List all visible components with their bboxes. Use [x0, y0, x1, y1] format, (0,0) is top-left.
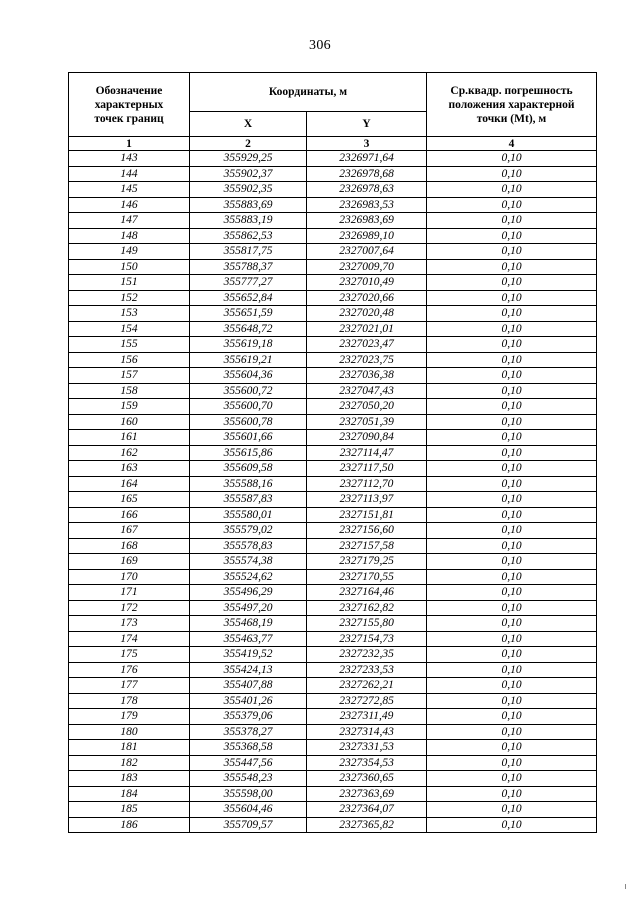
accuracy-cell: 0,10 [427, 647, 597, 663]
x-coordinate-cell: 355604,46 [190, 802, 307, 818]
table-row [69, 321, 597, 337]
accuracy-cell: 0,10 [427, 554, 597, 570]
table-row [69, 151, 597, 167]
table-row [69, 585, 597, 601]
table-row [69, 461, 597, 477]
point-designation-header: Обозначение характерных точек границ [69, 73, 190, 137]
x-coordinate-cell: 355468,19 [190, 616, 307, 632]
point-id-cell: 184 [69, 786, 190, 802]
point-id-cell: 166 [69, 507, 190, 523]
y-coordinate-cell: 2326971,64 [307, 151, 427, 167]
table-header [69, 73, 597, 151]
y-coordinate-cell: 2327023,47 [307, 337, 427, 353]
table-row [69, 290, 597, 306]
point-id-cell: 163 [69, 461, 190, 477]
y-coordinate-cell: 2326978,68 [307, 166, 427, 182]
accuracy-cell: 0,10 [427, 166, 597, 182]
point-id-cell: 171 [69, 585, 190, 601]
point-id-cell: 175 [69, 647, 190, 663]
coordinates-header: Координаты, м [190, 73, 427, 112]
y-coordinate-cell: 2327272,85 [307, 693, 427, 709]
table-row [69, 492, 597, 508]
y-coordinate-cell: 2327233,53 [307, 662, 427, 678]
y-coordinate-cell: 2327050,20 [307, 399, 427, 415]
point-id-cell: 145 [69, 182, 190, 198]
accuracy-header: Ср.квадр. погрешность положения характерной точки (Mt), м [427, 73, 597, 137]
x-coordinate-cell: 355496,29 [190, 585, 307, 601]
accuracy-cell: 0,10 [427, 461, 597, 477]
table-row [69, 554, 597, 570]
accuracy-cell: 0,10 [427, 538, 597, 554]
x-coordinate-cell: 355497,20 [190, 600, 307, 616]
table-row [69, 430, 597, 446]
x-coordinate-cell: 355368,58 [190, 740, 307, 756]
table-row [69, 228, 597, 244]
x-coordinate-cell: 355709,57 [190, 817, 307, 833]
x-coordinate-cell: 355601,66 [190, 430, 307, 446]
accuracy-cell: 0,10 [427, 352, 597, 368]
x-coordinate-cell: 355379,06 [190, 709, 307, 725]
y-coordinate-cell: 2327020,66 [307, 290, 427, 306]
x-coordinate-cell: 355600,70 [190, 399, 307, 415]
y-coordinate-cell: 2327154,73 [307, 631, 427, 647]
point-id-cell: 178 [69, 693, 190, 709]
scan-mark [625, 884, 626, 889]
table-row [69, 616, 597, 632]
table-row [69, 197, 597, 213]
y-coordinate-cell: 2327020,48 [307, 306, 427, 322]
x-coordinate-cell: 355883,19 [190, 213, 307, 229]
point-id-cell: 164 [69, 476, 190, 492]
y-coordinate-cell: 2327009,70 [307, 259, 427, 275]
table-row [69, 802, 597, 818]
y-coordinate-cell: 2326989,10 [307, 228, 427, 244]
accuracy-cell: 0,10 [427, 476, 597, 492]
point-id-cell: 174 [69, 631, 190, 647]
x-coordinate-cell: 355548,23 [190, 771, 307, 787]
accuracy-cell: 0,10 [427, 786, 597, 802]
y-coordinate-cell: 2327047,43 [307, 383, 427, 399]
point-id-cell: 177 [69, 678, 190, 694]
point-id-cell: 143 [69, 151, 190, 167]
x-coordinate-cell: 355600,78 [190, 414, 307, 430]
y-header: Y [307, 112, 427, 137]
y-coordinate-cell: 2327007,64 [307, 244, 427, 260]
accuracy-cell: 0,10 [427, 771, 597, 787]
column-number: 1 [69, 137, 190, 151]
column-number: 3 [307, 137, 427, 151]
x-coordinate-cell: 355604,36 [190, 368, 307, 384]
y-coordinate-cell: 2327156,60 [307, 523, 427, 539]
y-coordinate-cell: 2326983,53 [307, 197, 427, 213]
y-coordinate-cell: 2327360,65 [307, 771, 427, 787]
accuracy-cell: 0,10 [427, 182, 597, 198]
table-row [69, 476, 597, 492]
point-id-cell: 155 [69, 337, 190, 353]
x-coordinate-cell: 355929,25 [190, 151, 307, 167]
point-id-cell: 153 [69, 306, 190, 322]
point-id-cell: 180 [69, 724, 190, 740]
point-id-cell: 176 [69, 662, 190, 678]
point-id-cell: 152 [69, 290, 190, 306]
y-coordinate-cell: 2327155,80 [307, 616, 427, 632]
accuracy-cell: 0,10 [427, 213, 597, 229]
y-coordinate-cell: 2327354,53 [307, 755, 427, 771]
accuracy-cell: 0,10 [427, 151, 597, 167]
x-coordinate-cell: 355652,84 [190, 290, 307, 306]
accuracy-cell: 0,10 [427, 290, 597, 306]
accuracy-cell: 0,10 [427, 724, 597, 740]
point-id-cell: 186 [69, 817, 190, 833]
point-id-cell: 159 [69, 399, 190, 415]
accuracy-cell: 0,10 [427, 678, 597, 694]
accuracy-cell: 0,10 [427, 740, 597, 756]
y-coordinate-cell: 2327179,25 [307, 554, 427, 570]
column-numbers-row [69, 137, 597, 151]
accuracy-cell: 0,10 [427, 337, 597, 353]
y-coordinate-cell: 2327010,49 [307, 275, 427, 291]
accuracy-cell: 0,10 [427, 259, 597, 275]
x-coordinate-cell: 355609,58 [190, 461, 307, 477]
point-id-cell: 149 [69, 244, 190, 260]
accuracy-cell: 0,10 [427, 585, 597, 601]
point-id-cell: 167 [69, 523, 190, 539]
point-id-cell: 172 [69, 600, 190, 616]
table-row [69, 275, 597, 291]
x-coordinate-cell: 355600,72 [190, 383, 307, 399]
column-number: 2 [190, 137, 307, 151]
accuracy-cell: 0,10 [427, 430, 597, 446]
x-coordinate-cell: 355579,02 [190, 523, 307, 539]
x-coordinate-cell: 355424,13 [190, 662, 307, 678]
point-id-cell: 148 [69, 228, 190, 244]
point-id-cell: 157 [69, 368, 190, 384]
table-row [69, 693, 597, 709]
y-coordinate-cell: 2327090,84 [307, 430, 427, 446]
accuracy-cell: 0,10 [427, 368, 597, 384]
table-row [69, 399, 597, 415]
y-coordinate-cell: 2327164,46 [307, 585, 427, 601]
accuracy-cell: 0,10 [427, 523, 597, 539]
table-row [69, 166, 597, 182]
accuracy-cell: 0,10 [427, 275, 597, 291]
y-coordinate-cell: 2327151,81 [307, 507, 427, 523]
x-coordinate-cell: 355378,27 [190, 724, 307, 740]
y-coordinate-cell: 2327021,01 [307, 321, 427, 337]
point-id-cell: 183 [69, 771, 190, 787]
x-coordinate-cell: 355862,53 [190, 228, 307, 244]
y-coordinate-cell: 2327162,82 [307, 600, 427, 616]
table-row [69, 182, 597, 198]
table-row [69, 755, 597, 771]
y-coordinate-cell: 2327365,82 [307, 817, 427, 833]
accuracy-cell: 0,10 [427, 631, 597, 647]
x-coordinate-cell: 355580,01 [190, 507, 307, 523]
table-body [69, 151, 597, 833]
y-coordinate-cell: 2326983,69 [307, 213, 427, 229]
y-coordinate-cell: 2327232,35 [307, 647, 427, 663]
page-number: 306 [309, 38, 331, 53]
accuracy-cell: 0,10 [427, 414, 597, 430]
accuracy-cell: 0,10 [427, 306, 597, 322]
y-coordinate-cell: 2327262,21 [307, 678, 427, 694]
accuracy-cell: 0,10 [427, 492, 597, 508]
accuracy-cell: 0,10 [427, 244, 597, 260]
point-id-cell: 158 [69, 383, 190, 399]
y-coordinate-cell: 2327363,69 [307, 786, 427, 802]
table-row [69, 817, 597, 833]
accuracy-cell: 0,10 [427, 321, 597, 337]
y-coordinate-cell: 2326978,63 [307, 182, 427, 198]
point-id-cell: 146 [69, 197, 190, 213]
table-row [69, 569, 597, 585]
point-id-cell: 150 [69, 259, 190, 275]
x-coordinate-cell: 355578,83 [190, 538, 307, 554]
point-id-cell: 181 [69, 740, 190, 756]
point-id-cell: 173 [69, 616, 190, 632]
point-id-cell: 165 [69, 492, 190, 508]
x-coordinate-cell: 355902,35 [190, 182, 307, 198]
x-coordinate-cell: 355587,83 [190, 492, 307, 508]
y-coordinate-cell: 2327314,43 [307, 724, 427, 740]
y-coordinate-cell: 2327331,53 [307, 740, 427, 756]
accuracy-cell: 0,10 [427, 802, 597, 818]
y-coordinate-cell: 2327170,55 [307, 569, 427, 585]
x-coordinate-cell: 355615,86 [190, 445, 307, 461]
table-row [69, 678, 597, 694]
accuracy-cell: 0,10 [427, 817, 597, 833]
y-coordinate-cell: 2327117,50 [307, 461, 427, 477]
accuracy-cell: 0,10 [427, 693, 597, 709]
y-coordinate-cell: 2327114,47 [307, 445, 427, 461]
table-row [69, 538, 597, 554]
accuracy-cell: 0,10 [427, 445, 597, 461]
table-row [69, 507, 597, 523]
point-id-cell: 156 [69, 352, 190, 368]
x-coordinate-cell: 355788,37 [190, 259, 307, 275]
point-id-cell: 170 [69, 569, 190, 585]
y-coordinate-cell: 2327051,39 [307, 414, 427, 430]
table-row [69, 352, 597, 368]
table-row [69, 786, 597, 802]
accuracy-cell: 0,10 [427, 569, 597, 585]
accuracy-cell: 0,10 [427, 616, 597, 632]
accuracy-cell: 0,10 [427, 383, 597, 399]
y-coordinate-cell: 2327112,70 [307, 476, 427, 492]
y-coordinate-cell: 2327023,75 [307, 352, 427, 368]
x-coordinate-cell: 355902,37 [190, 166, 307, 182]
x-coordinate-cell: 355619,18 [190, 337, 307, 353]
point-id-cell: 161 [69, 430, 190, 446]
accuracy-cell: 0,10 [427, 755, 597, 771]
table-row [69, 306, 597, 322]
table-row [69, 662, 597, 678]
x-coordinate-cell: 355447,56 [190, 755, 307, 771]
table-row [69, 213, 597, 229]
table-row [69, 647, 597, 663]
point-id-cell: 185 [69, 802, 190, 818]
x-coordinate-cell: 355777,27 [190, 275, 307, 291]
point-id-cell: 162 [69, 445, 190, 461]
accuracy-cell: 0,10 [427, 709, 597, 725]
x-coordinate-cell: 355648,72 [190, 321, 307, 337]
table-row [69, 600, 597, 616]
x-coordinate-cell: 355883,69 [190, 197, 307, 213]
table-row [69, 368, 597, 384]
table-row [69, 724, 597, 740]
y-coordinate-cell: 2327364,07 [307, 802, 427, 818]
accuracy-cell: 0,10 [427, 399, 597, 415]
y-coordinate-cell: 2327311,49 [307, 709, 427, 725]
table-row [69, 259, 597, 275]
point-id-cell: 147 [69, 213, 190, 229]
x-coordinate-cell: 355619,21 [190, 352, 307, 368]
point-id-cell: 169 [69, 554, 190, 570]
accuracy-cell: 0,10 [427, 600, 597, 616]
table-row [69, 771, 597, 787]
x-coordinate-cell: 355419,52 [190, 647, 307, 663]
table-row [69, 709, 597, 725]
accuracy-cell: 0,10 [427, 197, 597, 213]
accuracy-cell: 0,10 [427, 228, 597, 244]
point-id-cell: 182 [69, 755, 190, 771]
point-id-cell: 144 [69, 166, 190, 182]
point-id-cell: 160 [69, 414, 190, 430]
table-row [69, 337, 597, 353]
x-coordinate-cell: 355651,59 [190, 306, 307, 322]
x-coordinate-cell: 355407,88 [190, 678, 307, 694]
point-id-cell: 179 [69, 709, 190, 725]
point-id-cell: 151 [69, 275, 190, 291]
table-row [69, 244, 597, 260]
coordinates-table [68, 72, 597, 833]
x-coordinate-cell: 355588,16 [190, 476, 307, 492]
table-row [69, 383, 597, 399]
y-coordinate-cell: 2327157,58 [307, 538, 427, 554]
accuracy-cell: 0,10 [427, 662, 597, 678]
table-row [69, 631, 597, 647]
x-coordinate-cell: 355401,26 [190, 693, 307, 709]
y-coordinate-cell: 2327113,97 [307, 492, 427, 508]
table-row [69, 445, 597, 461]
x-coordinate-cell: 355524,62 [190, 569, 307, 585]
table-row [69, 740, 597, 756]
point-id-cell: 168 [69, 538, 190, 554]
table-row [69, 523, 597, 539]
point-id-cell: 154 [69, 321, 190, 337]
x-coordinate-cell: 355463,77 [190, 631, 307, 647]
x-coordinate-cell: 355598,00 [190, 786, 307, 802]
y-coordinate-cell: 2327036,38 [307, 368, 427, 384]
x-coordinate-cell: 355574,38 [190, 554, 307, 570]
accuracy-cell: 0,10 [427, 507, 597, 523]
x-header: X [190, 112, 307, 137]
x-coordinate-cell: 355817,75 [190, 244, 307, 260]
table-row [69, 414, 597, 430]
column-number: 4 [427, 137, 597, 151]
